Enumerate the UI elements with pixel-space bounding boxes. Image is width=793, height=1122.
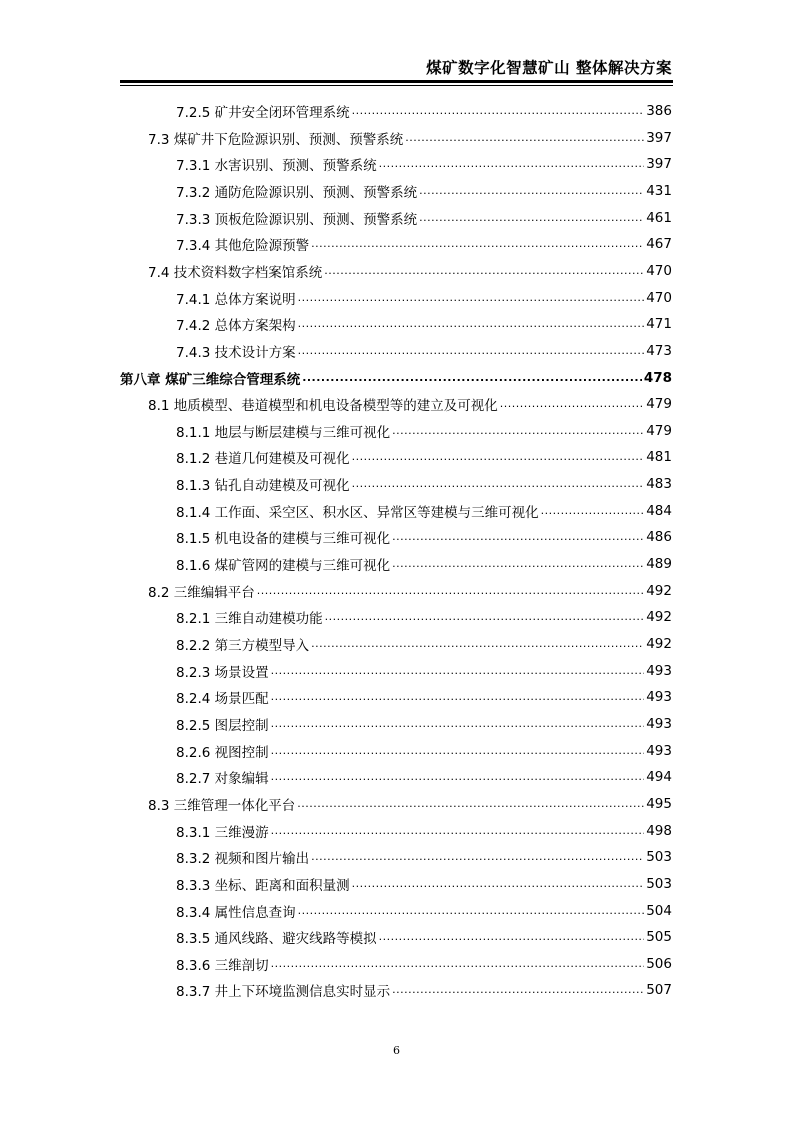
toc-entry[interactable] [176, 151, 672, 177]
toc-entry-title: 8.2.5 图层控制 [176, 717, 269, 734]
toc-dot-leader [271, 658, 645, 684]
toc-entry[interactable] [176, 311, 672, 337]
toc-entry[interactable] [176, 178, 672, 204]
toc-dot-leader [298, 338, 645, 364]
toc-entry-page: 471 [646, 316, 672, 333]
toc-dot-leader [379, 151, 645, 177]
toc-entry-page: 478 [643, 369, 672, 386]
toc-dot-leader [271, 711, 645, 737]
toc-dot-leader [419, 205, 644, 231]
toc-dot-leader [297, 791, 644, 817]
toc-entry-title: 8.2.2 第三方模型导入 [176, 638, 310, 654]
toc-dot-leader [271, 818, 645, 844]
toc-entry-title: 7.4.3 技术设计方案 [176, 344, 296, 361]
toc-entry-page: 504 [646, 902, 672, 919]
toc-entry-page: 486 [646, 529, 672, 546]
toc-entry-title: 8.2.7 对象编辑 [176, 771, 269, 788]
toc-entry[interactable] [176, 231, 672, 257]
toc-entry[interactable] [148, 791, 672, 817]
toc-entry-page: 503 [646, 849, 672, 866]
document-header-title: 煤矿数字化智慧矿山 整体解决方案 [426, 59, 672, 77]
toc-entry[interactable] [176, 818, 672, 844]
toc-entry[interactable] [176, 471, 672, 497]
toc-entry-title: 7.3 煤矿井下危险源识别、预测、预警系统 [148, 131, 404, 148]
toc-entry[interactable] [176, 738, 672, 764]
toc-dot-leader [298, 311, 645, 337]
toc-entry-page: 493 [646, 662, 672, 679]
toc-dot-leader [541, 498, 645, 524]
toc-dot-leader [419, 178, 644, 204]
toc-entry-page: 461 [646, 209, 672, 226]
toc-entry-page: 397 [646, 129, 672, 146]
toc-entry-title: 8.3.2 视频和图片输出 [176, 851, 310, 868]
toc-entry-title: 8.3.1 三维漫游 [176, 824, 269, 841]
toc-entry[interactable] [176, 658, 672, 684]
toc-entry[interactable] [176, 977, 672, 1003]
toc-entry-title: 8.3.4 属性信息查询 [176, 904, 296, 921]
toc-entry-page: 470 [646, 262, 672, 279]
toc-entry-page: 492 [646, 609, 672, 626]
toc-entry-page: 479 [646, 422, 672, 439]
toc-entry-title: 8.1.6 煤矿管网的建模与三维可视化 [176, 558, 391, 575]
toc-dot-leader [298, 285, 645, 311]
toc-entry-title: 8.1.5 机电设备的建模与三维可视化 [176, 531, 391, 548]
toc-entry-title: 7.3.4 其他危险源预警 [176, 238, 310, 255]
toc-dot-leader [324, 258, 644, 284]
toc-entry-title: 8.3.6 三维剖切 [176, 957, 269, 974]
toc-entry-title: 7.2.5 矿井安全闭环管理系统 [176, 105, 350, 121]
toc-dot-leader [302, 365, 642, 391]
toc-entry[interactable] [176, 205, 672, 231]
toc-entry-title: 8.2.3 场景设置 [176, 664, 269, 681]
toc-entry-page: 467 [646, 236, 672, 253]
toc-entry-title: 7.3.1 水害识别、预测、预警系统 [176, 158, 377, 175]
toc-entry-page: 473 [646, 342, 672, 359]
toc-entry[interactable] [176, 98, 672, 124]
toc-entry-title: 8.3.7 井上下环境监测信息实时显示 [176, 984, 391, 1001]
toc-entry-title: 7.3.3 顶板危险源识别、预测、预警系统 [176, 211, 418, 228]
toc-dot-leader [405, 125, 644, 151]
toc-dot-leader [257, 578, 644, 604]
toc-entry[interactable] [176, 898, 672, 924]
toc-entry[interactable] [148, 125, 672, 151]
toc-entry[interactable] [176, 418, 672, 444]
toc-entry-title: 第八章 煤矿三维综合管理系统 [120, 371, 301, 388]
toc-entry-page: 495 [646, 795, 672, 812]
toc-entry-title: 8.1.3 钻孔自动建模及可视化 [176, 478, 350, 495]
toc-entry-title: 8.2 三维编辑平台 [148, 584, 255, 601]
toc-dot-leader [379, 924, 645, 950]
toc-entry-title: 8.1.4 工作面、采空区、积水区、异常区等建模与三维可视化 [176, 504, 539, 521]
toc-entry-page: 479 [646, 396, 672, 413]
toc-entry-title: 7.4.2 总体方案架构 [176, 318, 296, 335]
toc-entry[interactable] [176, 285, 672, 311]
toc-entry-title: 8.2.6 视图控制 [176, 744, 269, 761]
toc-entry[interactable] [176, 951, 672, 977]
toc-entry[interactable] [176, 924, 672, 950]
toc-entry[interactable] [176, 604, 672, 630]
toc-entry-page: 493 [646, 689, 672, 706]
toc-entry-title: 8.3.5 通风线路、避灾线路等模拟 [176, 931, 377, 948]
toc-entry-title: 7.4 技术资料数字档案馆系统 [148, 264, 323, 281]
toc-entry[interactable] [176, 444, 672, 470]
toc-entry-title: 8.1 地质模型、巷道模型和机电设备模型等的建立及可视化 [148, 398, 498, 415]
toc-entry[interactable] [176, 524, 672, 550]
header-rule-thick [120, 80, 673, 83]
toc-dot-leader [271, 951, 645, 977]
toc-entry-page: 470 [646, 289, 672, 306]
toc-entry-page: 386 [646, 103, 672, 119]
toc-dot-leader [311, 231, 644, 257]
toc-entry-page: 493 [646, 742, 672, 759]
toc-dot-leader [311, 631, 644, 657]
toc-entry[interactable] [148, 258, 672, 284]
toc-entry-title: 8.2.4 场景匹配 [176, 691, 269, 708]
toc-entry-page: 483 [646, 476, 672, 493]
toc-entry-page: 507 [646, 982, 672, 999]
toc-entry[interactable] [176, 844, 672, 870]
toc-entry[interactable] [148, 578, 672, 604]
toc-entry[interactable] [176, 684, 672, 710]
page-number: 6 [393, 1044, 400, 1057]
toc-entry[interactable] [176, 871, 672, 897]
toc-entry-title: 8.1.2 巷道几何建模及可视化 [176, 451, 350, 468]
toc-dot-leader [392, 524, 644, 550]
toc-entry-page: 492 [646, 636, 672, 652]
toc-entry-page: 503 [646, 875, 672, 892]
toc-dot-leader [500, 391, 644, 417]
toc-dot-leader [271, 764, 645, 790]
toc-entry-page: 493 [646, 715, 672, 732]
toc-dot-leader [271, 684, 645, 710]
toc-dot-leader [311, 844, 644, 870]
header-rule-thin [120, 85, 673, 86]
toc-entry[interactable] [176, 764, 672, 790]
toc-entry-page: 506 [646, 955, 672, 972]
toc-dot-leader [392, 551, 644, 577]
toc-dot-leader [352, 98, 645, 124]
toc-chapter-entry[interactable] [120, 365, 672, 391]
toc-dot-leader [352, 471, 645, 497]
toc-entry-title: 8.1.1 地层与断层建模与三维可视化 [176, 424, 391, 441]
toc-entry-title: 8.2.1 三维自动建模功能 [176, 611, 323, 628]
toc-entry[interactable] [176, 631, 672, 657]
toc-entry-title: 8.3.3 坐标、距离和面积量测 [176, 877, 350, 894]
toc-dot-leader [298, 898, 645, 924]
toc-entry[interactable] [176, 498, 672, 524]
toc-entry-title: 7.4.1 总体方案说明 [176, 291, 296, 308]
toc-entry-page: 481 [646, 449, 672, 466]
toc-entry-page: 492 [646, 582, 672, 599]
toc-entry-page: 505 [646, 929, 672, 946]
toc-dot-leader [392, 418, 644, 444]
toc-dot-leader [392, 977, 644, 1003]
toc-entry[interactable] [176, 551, 672, 577]
toc-dot-leader [271, 738, 645, 764]
toc-dot-leader [325, 604, 645, 630]
toc-entry-title: 7.3.2 通防危险源识别、预测、预警系统 [176, 184, 418, 201]
toc-entry[interactable] [176, 338, 672, 364]
toc-entry[interactable] [176, 711, 672, 737]
toc-entry-page: 397 [646, 156, 672, 173]
toc-entry-page: 489 [646, 556, 672, 573]
toc-entry-page: 498 [646, 822, 672, 839]
toc-entry[interactable] [148, 391, 672, 417]
toc-dot-leader [352, 444, 645, 470]
toc-entry-page: 431 [646, 182, 672, 199]
toc-dot-leader [352, 871, 645, 897]
toc-entry-page: 484 [646, 502, 672, 519]
toc-entry-title: 8.3 三维管理一体化平台 [148, 797, 296, 814]
toc-entry-page: 494 [646, 769, 672, 786]
